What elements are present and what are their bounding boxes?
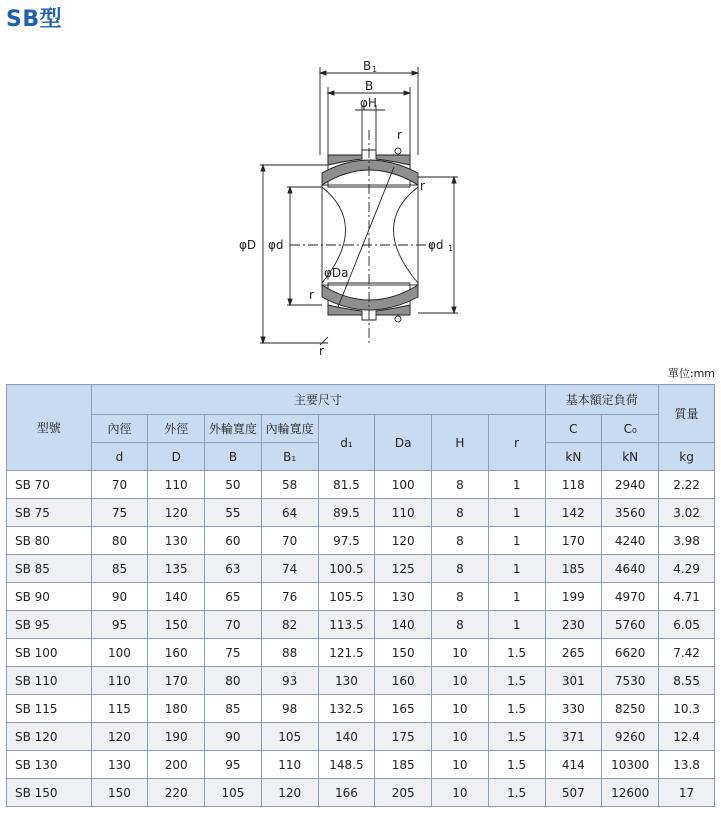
cell-d: 160 [148,639,205,667]
label-B1-sub: 1 [372,65,378,74]
table-row [7,527,715,555]
cell-model: SB 120 [7,723,92,751]
cell-model: SB 100 [7,639,92,667]
cell-d: 150 [148,611,205,639]
header-inner-width: 內輪寬度 [261,415,318,443]
spec-table [6,384,715,807]
cell-h: 10 [432,695,489,723]
cell-c: 507 [545,779,602,807]
table-row [7,583,715,611]
cell-da: 205 [375,779,432,807]
header-basic-load: 基本額定負荷 [545,385,659,415]
label-phid: φd [268,238,284,252]
cell-r: 1.5 [488,639,545,667]
header-d: d [91,443,148,471]
label-phiD: φD [239,238,257,252]
label-B: B [365,79,374,93]
cell-c0: 4640 [602,555,659,583]
cell-model: SB 95 [7,611,92,639]
cell-d: 95 [91,611,148,639]
cell-c0: 10300 [602,751,659,779]
header-C: C [545,415,602,443]
cell-b1: 58 [261,471,318,499]
cell-b: 50 [205,471,262,499]
header-main-dims: 主要尺寸 [91,385,545,415]
cell-mass: 4.29 [659,555,715,583]
cell-d1: 100.5 [318,555,375,583]
cell-d: 110 [91,667,148,695]
cell-d: 100 [91,639,148,667]
cell-d: 190 [148,723,205,751]
header-outer-width: 外輪寬度 [205,415,262,443]
cell-h: 8 [432,471,489,499]
cell-b: 55 [205,499,262,527]
cell-c: 265 [545,639,602,667]
cell-d: 90 [91,583,148,611]
cell-da: 185 [375,751,432,779]
header-mass: 質量 [659,385,715,443]
cell-r: 1.5 [488,723,545,751]
cell-da: 110 [375,499,432,527]
cell-da: 150 [375,639,432,667]
cell-d: 85 [91,555,148,583]
cell-c0: 6620 [602,639,659,667]
cell-mass: 13.8 [659,751,715,779]
cell-da: 130 [375,583,432,611]
page-title: SB型 [6,7,63,32]
cell-c: 170 [545,527,602,555]
cell-b: 70 [205,611,262,639]
cell-h: 10 [432,667,489,695]
cell-b1: 74 [261,555,318,583]
header-kN-C: kN [545,443,602,471]
cell-d1: 132.5 [318,695,375,723]
cell-d: 170 [148,667,205,695]
header-kg: kg [659,443,715,471]
cell-c: 230 [545,611,602,639]
cell-c0: 9260 [602,723,659,751]
label-phid1-sub: 1 [448,244,454,253]
cell-r: 1 [488,527,545,555]
cell-d: 115 [91,695,148,723]
cell-d: 140 [148,583,205,611]
cell-da: 140 [375,611,432,639]
cell-r: 1 [488,583,545,611]
cell-r: 1 [488,611,545,639]
cell-c0: 8250 [602,695,659,723]
cell-b: 60 [205,527,262,555]
cell-r: 1 [488,471,545,499]
cell-b1: 88 [261,639,318,667]
cell-b: 90 [205,723,262,751]
cell-r: 1 [488,555,545,583]
cell-b1: 70 [261,527,318,555]
header-r: r [488,415,545,471]
cell-da: 160 [375,667,432,695]
cell-b1: 98 [261,695,318,723]
table-row [7,751,715,779]
cell-model: SB 70 [7,471,92,499]
table-row [7,611,715,639]
table-row [7,695,715,723]
cell-da: 100 [375,471,432,499]
cell-d1: 148.5 [318,751,375,779]
cell-r: 1.5 [488,751,545,779]
cell-c: 118 [545,471,602,499]
label-r-left: r [309,288,314,302]
cell-da: 120 [375,527,432,555]
cell-mass: 17 [659,779,715,807]
cell-r: 1.5 [488,667,545,695]
table-row [7,471,715,499]
cell-model: SB 85 [7,555,92,583]
cell-h: 8 [432,499,489,527]
cell-d1: 97.5 [318,527,375,555]
cell-d: 80 [91,527,148,555]
cell-c0: 12600 [602,779,659,807]
cell-d1: 89.5 [318,499,375,527]
cell-model: SB 130 [7,751,92,779]
label-phiH: φH [360,96,377,110]
cell-model: SB 90 [7,583,92,611]
cell-r: 1.5 [488,695,545,723]
label-phiDa: φDa [324,266,349,280]
cell-d: 180 [148,695,205,723]
cell-b: 85 [205,695,262,723]
cell-d: 135 [148,555,205,583]
cell-mass: 2.22 [659,471,715,499]
cell-c0: 4970 [602,583,659,611]
table-row [7,779,715,807]
cell-b: 75 [205,639,262,667]
label-phid1: φd [428,238,444,252]
cell-b1: 120 [261,779,318,807]
cell-h: 8 [432,583,489,611]
table-row [7,639,715,667]
table-row [7,499,715,527]
cell-h: 10 [432,639,489,667]
cell-r: 1 [488,499,545,527]
label-r-top: r [397,128,402,142]
header-model: 型號 [7,385,92,471]
cell-da: 175 [375,723,432,751]
cell-b1: 93 [261,667,318,695]
label-r-bottom: r [319,344,324,358]
cell-c0: 5760 [602,611,659,639]
header-kN-C0: kN [602,443,659,471]
cell-d1: 130 [318,667,375,695]
cell-mass: 12.4 [659,723,715,751]
cell-b1: 110 [261,751,318,779]
cell-d: 220 [148,779,205,807]
cell-b1: 105 [261,723,318,751]
cell-d: 70 [91,471,148,499]
cell-c0: 4240 [602,527,659,555]
cell-da: 125 [375,555,432,583]
cell-mass: 7.42 [659,639,715,667]
header-Da: Da [375,415,432,471]
header-d1: d₁ [318,415,375,471]
cell-d: 150 [91,779,148,807]
header-inner-dia: 內徑 [91,415,148,443]
unit-note: 單位:mm [667,367,715,380]
label-B1: B [363,59,372,73]
cell-model: SB 115 [7,695,92,723]
cell-da: 165 [375,695,432,723]
cell-d1: 113.5 [318,611,375,639]
cell-d: 110 [148,471,205,499]
header-H: H [432,415,489,471]
cell-d: 120 [148,499,205,527]
cell-b1: 64 [261,499,318,527]
cell-b1: 82 [261,611,318,639]
cell-r: 1.5 [488,779,545,807]
label-r-right: r [420,179,425,193]
cell-c: 185 [545,555,602,583]
cell-c0: 3560 [602,499,659,527]
cell-c0: 2940 [602,471,659,499]
cell-b: 95 [205,751,262,779]
cell-h: 8 [432,611,489,639]
cell-c0: 7530 [602,667,659,695]
cell-d1: 105.5 [318,583,375,611]
header-B: B [205,443,262,471]
cell-d: 130 [91,751,148,779]
cell-c: 199 [545,583,602,611]
cell-model: SB 75 [7,499,92,527]
cell-d: 130 [148,527,205,555]
cell-h: 8 [432,555,489,583]
bearing-diagram [230,55,490,360]
cell-b: 80 [205,667,262,695]
cell-c: 142 [545,499,602,527]
cell-model: SB 80 [7,527,92,555]
cell-mass: 3.02 [659,499,715,527]
cell-mass: 6.05 [659,611,715,639]
cell-h: 10 [432,751,489,779]
header-B1: B₁ [261,443,318,471]
cell-d: 200 [148,751,205,779]
cell-d1: 166 [318,779,375,807]
cell-d: 75 [91,499,148,527]
cell-mass: 10.3 [659,695,715,723]
cell-b: 65 [205,583,262,611]
cell-d1: 81.5 [318,471,375,499]
cell-c: 301 [545,667,602,695]
cell-c: 371 [545,723,602,751]
cell-mass: 8.55 [659,667,715,695]
header-D: D [148,443,205,471]
cell-d1: 121.5 [318,639,375,667]
cell-d1: 140 [318,723,375,751]
cell-c: 414 [545,751,602,779]
cell-model: SB 150 [7,779,92,807]
cell-b: 105 [205,779,262,807]
cell-b: 63 [205,555,262,583]
header-outer-dia: 外徑 [148,415,205,443]
cell-b1: 76 [261,583,318,611]
header-C0: C₀ [602,415,659,443]
cell-h: 10 [432,723,489,751]
table-row [7,667,715,695]
table-row [7,555,715,583]
cell-h: 8 [432,527,489,555]
table-row [7,723,715,751]
cell-d: 120 [91,723,148,751]
cell-model: SB 110 [7,667,92,695]
cell-mass: 3.98 [659,527,715,555]
cell-c: 330 [545,695,602,723]
cell-h: 10 [432,779,489,807]
cell-mass: 4.71 [659,583,715,611]
